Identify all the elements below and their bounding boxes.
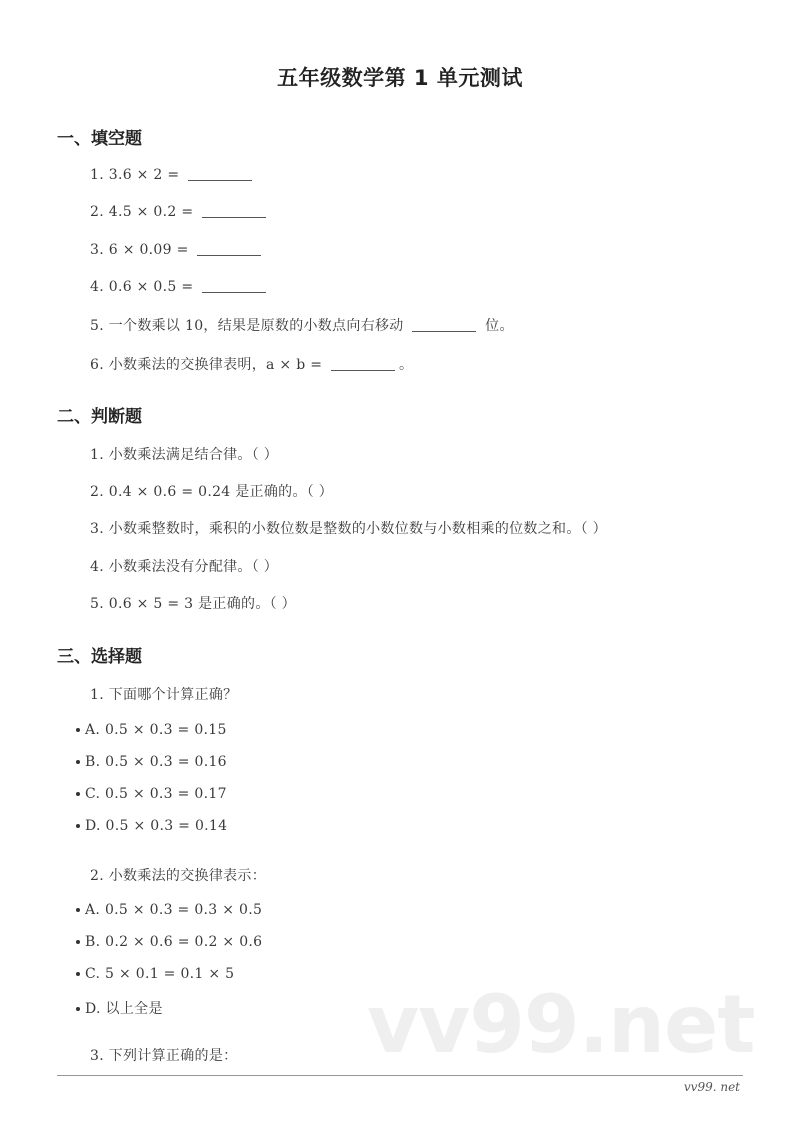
item-text: 3.6 × 2 = xyxy=(108,167,180,183)
choice-option[interactable] xyxy=(76,754,227,770)
true-false-item xyxy=(90,444,278,464)
item-number: 4. xyxy=(90,559,104,575)
item-number: 1. xyxy=(90,447,104,463)
item-text-after: 。 xyxy=(399,357,414,373)
option-label: A. xyxy=(85,902,101,918)
true-false-item xyxy=(90,593,296,613)
item-text-after: 位。 xyxy=(485,318,514,334)
question-text: 下面哪个计算正确？ xyxy=(108,687,238,703)
footer-divider xyxy=(57,1075,743,1076)
item-number: 2. xyxy=(90,204,104,220)
item-text: 0.6 × 5 = 3 是正确的。（ ） xyxy=(108,596,296,612)
answer-blank[interactable] xyxy=(202,278,266,293)
answer-blank[interactable] xyxy=(331,356,395,371)
item-number: 6. xyxy=(90,357,104,373)
bullet-icon xyxy=(76,972,80,976)
option-label: D. xyxy=(85,1001,101,1017)
question-number: 2. xyxy=(90,868,104,884)
fill-blank-item xyxy=(90,203,270,220)
item-text: 4.5 × 0.2 = xyxy=(108,204,194,220)
option-text: 以上全是 xyxy=(105,1001,163,1017)
section-heading-true-false: 二、判断题 xyxy=(57,407,142,427)
option-label: C. xyxy=(85,786,101,802)
bullet-icon xyxy=(76,908,80,912)
bullet-icon xyxy=(76,728,80,732)
fill-blank-item xyxy=(90,166,256,183)
footer-site-label: vv99. net xyxy=(683,1080,740,1094)
choice-option[interactable] xyxy=(76,818,227,834)
answer-blank[interactable] xyxy=(197,241,261,256)
fill-blank-item xyxy=(90,315,514,335)
option-text: 5 × 0.1 = 0.1 × 5 xyxy=(105,966,235,982)
option-text: 0.5 × 0.3 = 0.3 × 0.5 xyxy=(104,902,263,918)
choice-option[interactable] xyxy=(76,998,163,1018)
item-number: 4. xyxy=(90,279,104,295)
item-number: 3. xyxy=(90,242,104,258)
page-title: 五年级数学第 1 单元测试 xyxy=(277,66,523,90)
item-number: 1. xyxy=(90,167,104,183)
option-text: 0.5 × 0.3 = 0.14 xyxy=(105,818,228,834)
true-false-item xyxy=(90,518,607,538)
option-label: D. xyxy=(85,818,101,834)
watermark: vv99.net xyxy=(367,978,755,1071)
option-label: B. xyxy=(85,754,101,770)
option-label: A. xyxy=(85,722,101,738)
choice-option[interactable] xyxy=(76,786,227,802)
answer-blank[interactable] xyxy=(412,317,476,332)
question-text: 小数乘法的交换律表示： xyxy=(108,868,267,884)
option-label: C. xyxy=(85,966,101,982)
option-text: 0.5 × 0.3 = 0.16 xyxy=(105,754,227,770)
choice-question xyxy=(90,684,237,704)
item-text: 6 × 0.09 = xyxy=(108,242,189,258)
fill-blank-item xyxy=(90,241,265,258)
answer-blank[interactable] xyxy=(202,203,266,218)
item-number: 5. xyxy=(90,318,104,334)
bullet-icon xyxy=(76,792,80,796)
bullet-icon xyxy=(76,824,80,828)
true-false-item xyxy=(90,481,333,501)
item-text: 0.6 × 0.5 = xyxy=(108,279,194,295)
choice-option[interactable] xyxy=(76,722,227,738)
item-number: 5. xyxy=(90,596,104,612)
choice-question xyxy=(90,865,266,885)
section-heading-fill-blank: 一、填空题 xyxy=(57,129,142,149)
item-text: 0.4 × 0.6 = 0.24 是正确的。（ ） xyxy=(108,484,334,500)
item-text: 小数乘法满足结合律。（ ） xyxy=(108,447,279,463)
choice-option[interactable] xyxy=(76,934,262,950)
item-text: 小数乘法没有分配律。（ ） xyxy=(108,559,279,575)
choice-option[interactable] xyxy=(76,902,262,918)
answer-blank[interactable] xyxy=(188,166,252,181)
item-text: 小数乘法的交换律表明，a × b = xyxy=(108,357,323,373)
question-text: 下列计算正确的是： xyxy=(108,1048,238,1064)
bullet-icon xyxy=(76,940,80,944)
fill-blank-item xyxy=(90,278,270,295)
item-number: 3. xyxy=(90,521,104,537)
question-number: 1. xyxy=(90,687,104,703)
choice-option[interactable] xyxy=(76,966,234,982)
section-heading-multiple-choice: 三、选择题 xyxy=(57,647,142,667)
fill-blank-item xyxy=(90,354,413,374)
question-number: 3. xyxy=(90,1048,104,1064)
bullet-icon xyxy=(76,760,80,764)
option-text: 0.2 × 0.6 = 0.2 × 0.6 xyxy=(105,934,263,950)
true-false-item xyxy=(90,556,278,576)
option-text: 0.5 × 0.3 = 0.15 xyxy=(104,722,227,738)
bullet-icon xyxy=(76,1007,80,1011)
choice-question xyxy=(90,1045,237,1065)
item-number: 2. xyxy=(90,484,104,500)
item-text: 一个数乘以 10，结果是原数的小数点向右移动 xyxy=(108,318,404,334)
option-label: B. xyxy=(85,934,101,950)
option-text: 0.5 × 0.3 = 0.17 xyxy=(105,786,227,802)
item-text: 小数乘整数时，乘积的小数位数是整数的小数位数与小数相乘的位数之和。（ ） xyxy=(108,521,607,537)
